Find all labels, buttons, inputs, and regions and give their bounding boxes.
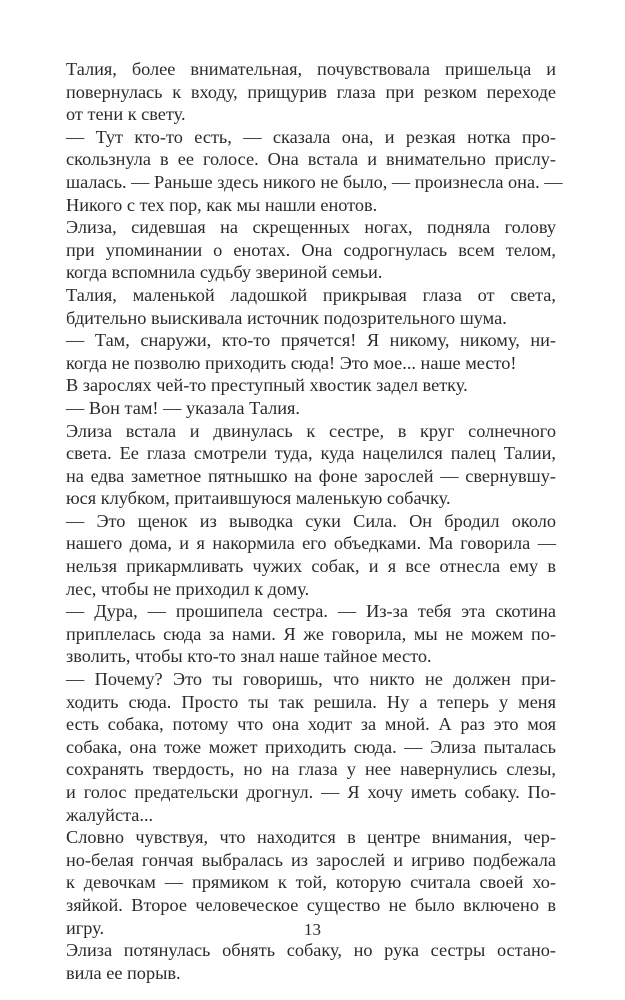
text-line: когда не позволю приходить сюда! Это мое... наше место! [66,352,517,373]
text-line: собака, она тоже может приходить сюда. — Элиза пыталась [66,736,556,757]
paragraph-6 [66,374,556,397]
text-line: Талия, более внимательная, почувствовала пришельца и [66,59,556,79]
text-line: зволить, чтобы кто-то знал наше тайное место. [66,646,432,667]
text-line: лес, чтобы не приходил к дому. [66,578,310,599]
text-line: зяйкой. Второе человеческое существо не было включено в [66,894,556,915]
text-line: к девочкам — прямиком к той, которую считала своей хо- [66,872,556,893]
text-line: повернулась к входу, прищурив глаза при резком переходе [66,81,556,102]
paragraph-1 [66,58,556,126]
text-line: шалась. — Раньше здесь никого не было, — произнесла она. — [66,171,563,192]
paragraph-7 [66,397,556,420]
text-line: есть собака, потому что она ходит за мной. А раз это моя [66,714,556,735]
text-line: бдительно выискивала источник подозрительного шума. [66,307,507,328]
text-line: ходить сюда. Просто ты так решила. Ну а теперь у меня [66,691,556,712]
text-line: — Дура, — прошипела сестра. — Из-за тебя эта скотина [66,601,556,622]
text-line: — Это щенок из выводка суки Сила. Он бродил около [66,510,556,531]
text-line: сохранять твердость, но на глаза у нее навернулись слезы, [66,759,556,780]
text-line: юся клубком, притаившуюся маленькую собачку. [66,488,451,509]
text-line: Талия, маленькой ладошкой прикрывая глаза от света, [66,284,556,305]
text-line: Элиза встала и двинулась к сестре, в круг солнечного [66,420,556,441]
text-line: вила ее порыв. [66,962,181,983]
page-body [66,58,563,984]
text-line: на едва заметное пятнышко на фоне зарослей — свернувшу- [66,465,556,486]
text-line: при упоминании о енотах. Она содрогнулась всем телом, [66,239,556,260]
paragraph-3 [66,216,556,284]
text-line: — Тут кто-то есть, — сказала она, и резкая нотка про- [66,126,556,147]
text-line: от тени к свету. [66,104,186,125]
paragraph-5 [66,329,556,374]
paragraph-9 [66,510,556,600]
text-line: жалуйста... [66,804,154,825]
paragraph-4 [66,284,556,329]
text-line: когда вспомнила судьбу звериной семьи. [66,262,383,283]
text-line: приплелась сюда за нами. Я же говорила, мы не можем по- [66,623,556,644]
text-line: Элиза, сидевшая на скрещенных ногах, подняла голову [66,217,556,238]
text-line: — Там, снаружи, кто-то прячется! Я никому, никому, ни- [66,330,556,351]
paragraph-10 [66,600,556,668]
text-line: Никого с тех пор, как мы нашли енотов. [66,194,378,215]
text-line: нельзя прикармливать чужих собак, и я все отнесла ему в [66,556,556,577]
page-number: 13 [304,920,321,939]
text-line: Элиза потянулась обнять собаку, но рука сестры остано- [66,940,556,961]
text-line: Словно чувствуя, что находится в центре внимания, чер- [66,827,556,848]
text-line: но-белая гончая выбралась из зарослей и игриво подбежала [66,849,556,870]
text-line: — Вон там! — указала Талия. [66,397,300,418]
text-line: скользнула в ее голосе. Она встала и внимательно прислу- [66,149,556,170]
text-line: — Почему? Это ты говоришь, что никто не должен при- [66,669,556,690]
paragraph-13 [66,939,556,984]
text-line: и голос предательски дрогнул. — Я хочу иметь собаку. По- [66,782,556,802]
text-line: нашего дома, и я накормила его объедками. Ма говорила — [66,533,556,554]
text-line: В зарослях чей-то преступный хвостик задел ветку. [66,375,468,396]
paragraph-11 [66,668,556,826]
paragraph-2 [66,126,563,216]
paragraph-8 [66,420,556,510]
text-line: света. Ее глаза смотрели туда, куда нацелился палец Талии, [66,443,556,464]
text-line: игру. [66,917,105,938]
